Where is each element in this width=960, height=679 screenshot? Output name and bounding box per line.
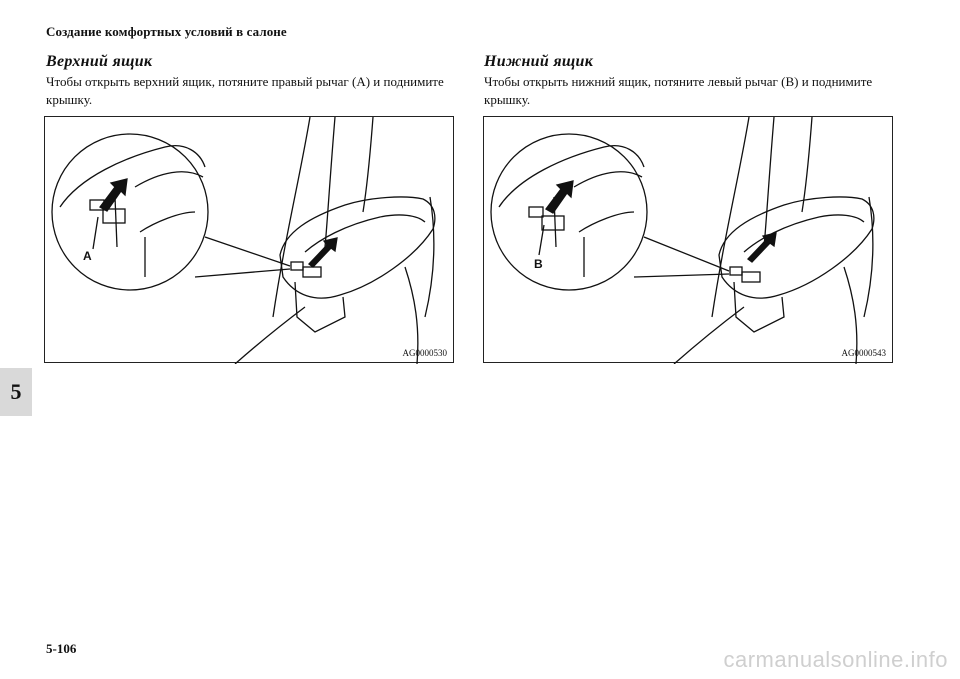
chapter-tab bbox=[0, 368, 32, 416]
running-header: Создание комфортных условий в салоне bbox=[46, 24, 287, 39]
callout-a: A bbox=[83, 249, 92, 263]
figure-lower-box bbox=[483, 116, 893, 363]
figure-code: AG0000543 bbox=[841, 348, 886, 358]
section-title-lower-box: Нижний ящик bbox=[484, 53, 594, 70]
figure-upper-box bbox=[44, 116, 454, 363]
page-number: 5-106 bbox=[46, 641, 77, 656]
armrest-illustration bbox=[484, 117, 894, 364]
callout-b: B bbox=[534, 257, 543, 271]
chapter-number: 5 bbox=[10, 379, 22, 404]
section-text-upper-box: Чтобы открыть верхний ящик, потяните правый рычаг (A) и поднимите крышку. bbox=[46, 74, 444, 107]
armrest-illustration bbox=[45, 117, 455, 364]
figure-code: AG0000530 bbox=[402, 348, 447, 358]
watermark: carmanualsonline.info bbox=[723, 647, 948, 672]
section-title-upper-box: Верхний ящик bbox=[46, 53, 153, 70]
section-text-lower-box: Чтобы открыть нижний ящик, потяните левый рычаг (B) и поднимите крышку. bbox=[484, 74, 873, 107]
